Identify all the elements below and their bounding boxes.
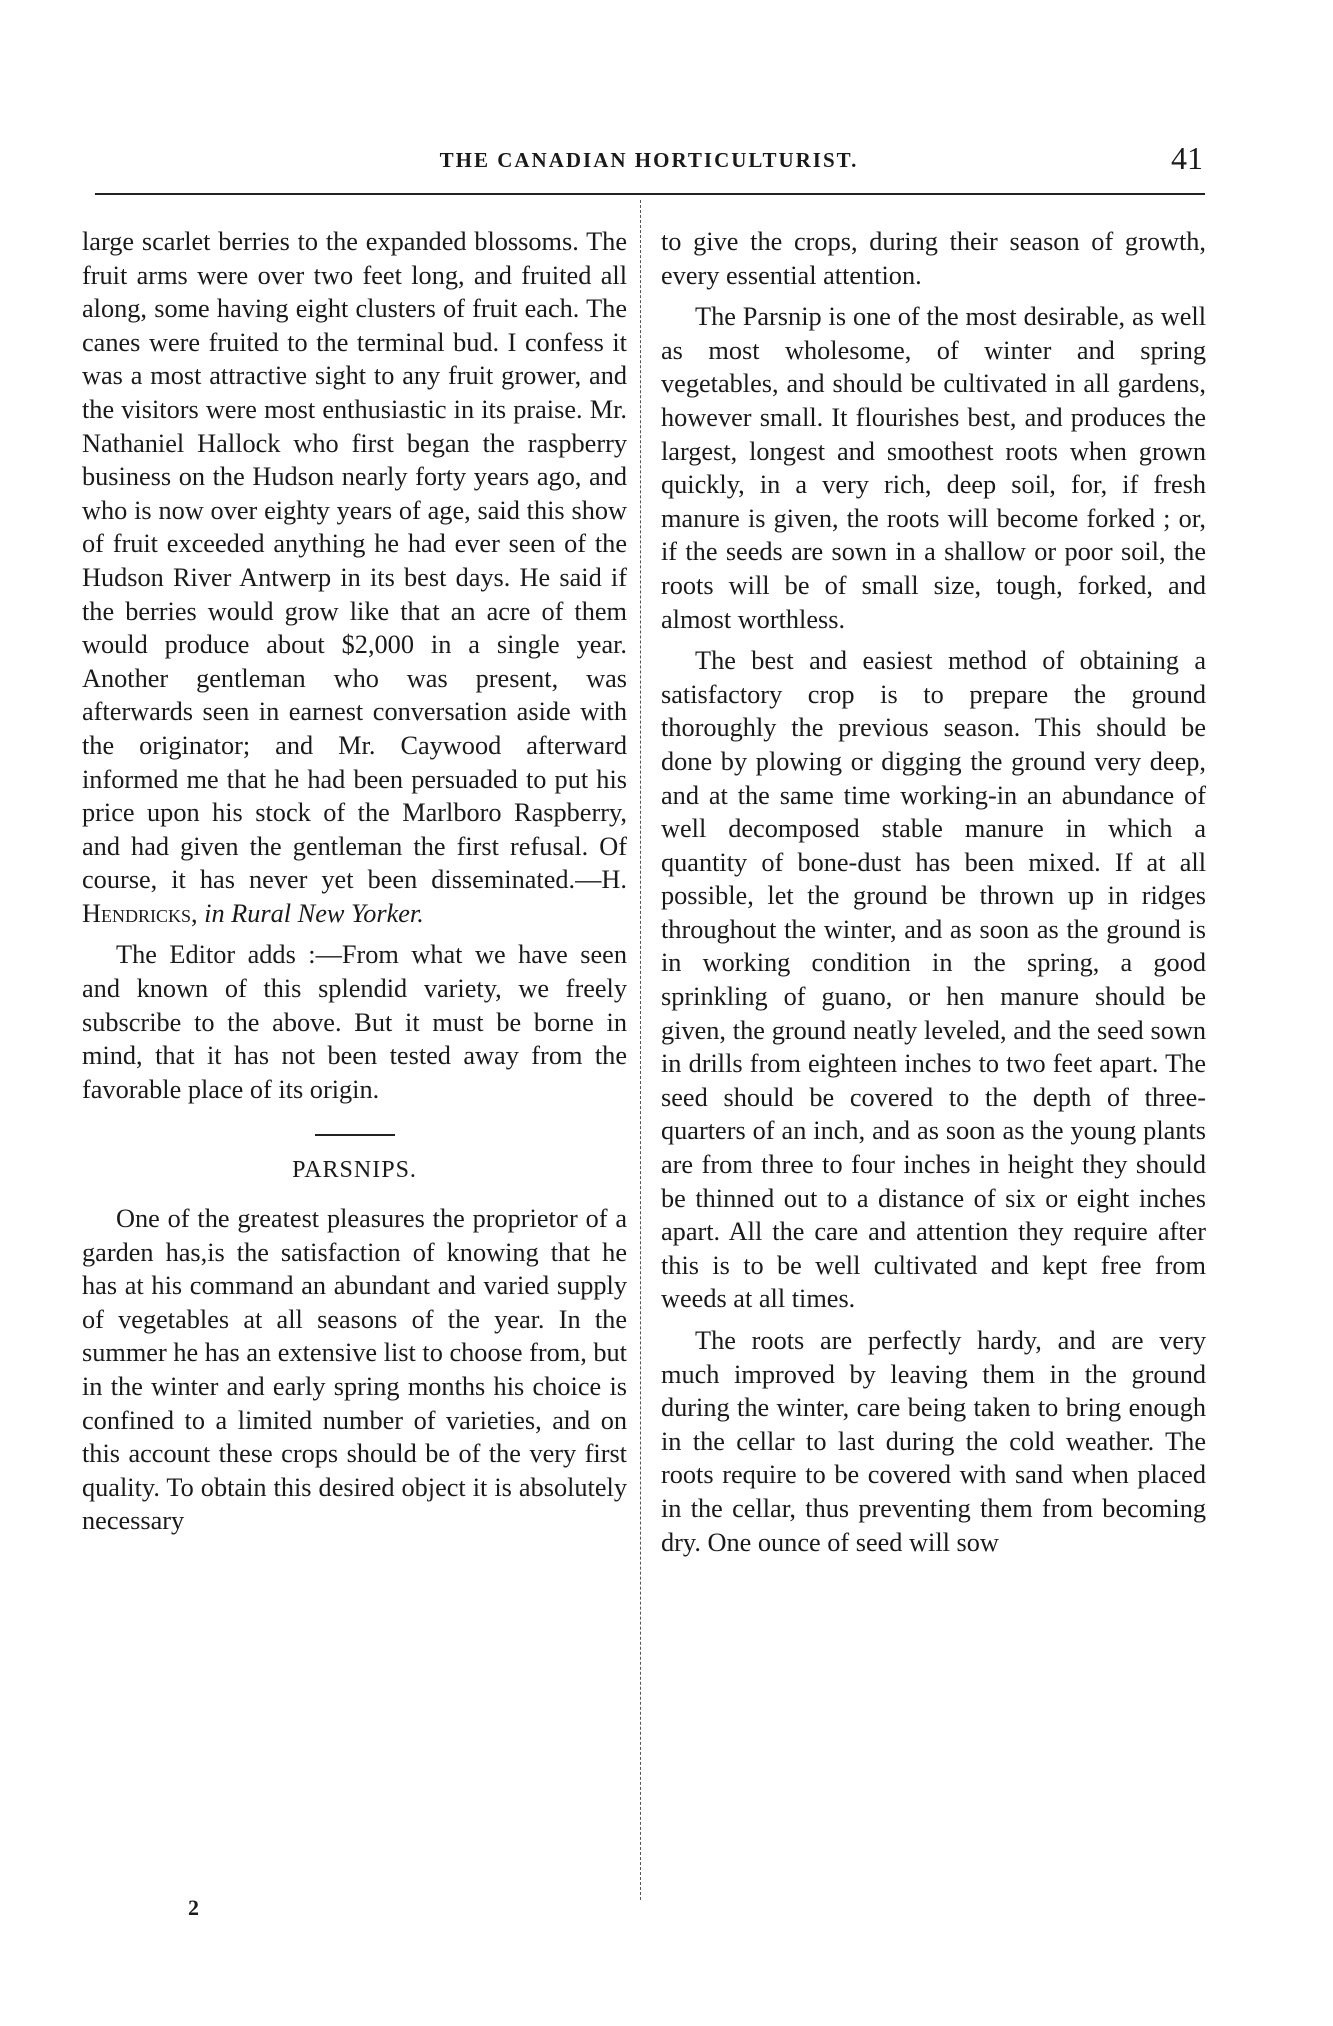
page-number: 41 [1171,140,1203,176]
paragraph: The best and easiest method of obtaining a satisfactory crop is to prepare the ground thoroughly the previous season. This should be done by plowing or digging the ground very deep, and at the same time working-in an abundance of well decomposed stable manure in which a quantity of bone-dust has been mixed. If at all possible, let the ground be thrown up in ridges throughout the winter, and as soon as the ground is in working condition in the spring, a good sprinkling of guano, or hen manure should be given, the ground neatly leveled, and the seed sown in drills from eighteen inches to two feet apart. The seed should be covered to the depth of three-quarters of an inch, and as soon as the young plants are from three to four inches in height they should be thinned out to a distance of six or eight inches apart. All the care and attention they require after this is to be well cultivated and kept free from weeds at all times. [661,646,1206,1314]
signature-mark: 2 [188,1895,199,1920]
right-column [661,225,1206,1567]
paragraph: The Editor adds :—From what we have seen and known of this splendid variety, we freely subscribe to the above. But it must be borne in mind, that it has not been tested away from the favorable place of its origin. [82,940,627,1104]
running-header [95,140,1203,190]
paragraph-text: large scarlet berries to the expanded blossoms. The fruit arms were over two feet long, and fruited all along, some having eight clusters of fruit each. The canes were fruited to the terminal bud. I confess it was a most attractive sight to any fruit grower, and the visitors were most enthusiastic in its praise. Mr. Nathaniel Hallock who first began the raspberry business on the Hudson nearly forty years ago, and who is now over eighty years of age, said this show of fruit exceeded anything he had ever seen of the Hudson River Antwerp in its best days. He said if the berries would grow like that an acre of them would produce about $2,000 in a single year. Another gentleman who was present, was afterwards seen in earnest conversation aside with the originator; and Mr. Caywood afterward informed me that he had been persuaded to put his price upon his stock of the Marlboro Raspberry, and had given the gentleman the first refusal. Of course, it has never yet been disseminated.— [82,227,627,895]
paragraph: to give the crops, during their season of growth, every essential attention. [661,227,1206,290]
paragraph [82,225,627,930]
journal-title: THE CANADIAN HORTICULTURIST. [439,148,859,172]
paragraph: One of the greatest pleasures the proprietor of a garden has,is the satisfaction of knowing that he has at his command an abundant and varied supply of vegetables at all seasons of the year. In the summer he has an extensive list to choose from, but in the winter and early spring months his choice is confined to a limited number of varieties, and on this account these crops should be of the very first quality. To obtain this desired object it is absolutely necessary [82,1204,627,1536]
author-name: H. Hendricks, [82,865,627,928]
left-column [82,225,627,1546]
header-rule [95,193,1205,195]
paragraph: The roots are perfectly hardy, and are very much improved by leaving them in the ground during the winter, care being taken to bring enough in the cellar to last during the cold weather. The roots require to be covered with sand when placed in the cellar, thus preventing them from becoming dry. One ounce of seed will sow [661,1326,1206,1557]
source-name: in Rural New Yorker. [197,898,424,928]
section-title: PARSNIPS. [292,1157,417,1184]
section-separator [315,1134,395,1136]
paragraph: The Parsnip is one of the most desirable, as well as most wholesome, of winter and spring vegetables, and should be cultivated in all gardens, however small. It flourishes best, and produces the largest, longest and smoothest roots when grown quickly, in a very rich, deep soil, for, if fresh manure is given, the roots will become forked ; or, if the seeds are sown in a shallow or poor soil, the roots will be of small size, tough, forked, and almost worthless. [661,302,1206,634]
column-divider [640,200,641,1900]
